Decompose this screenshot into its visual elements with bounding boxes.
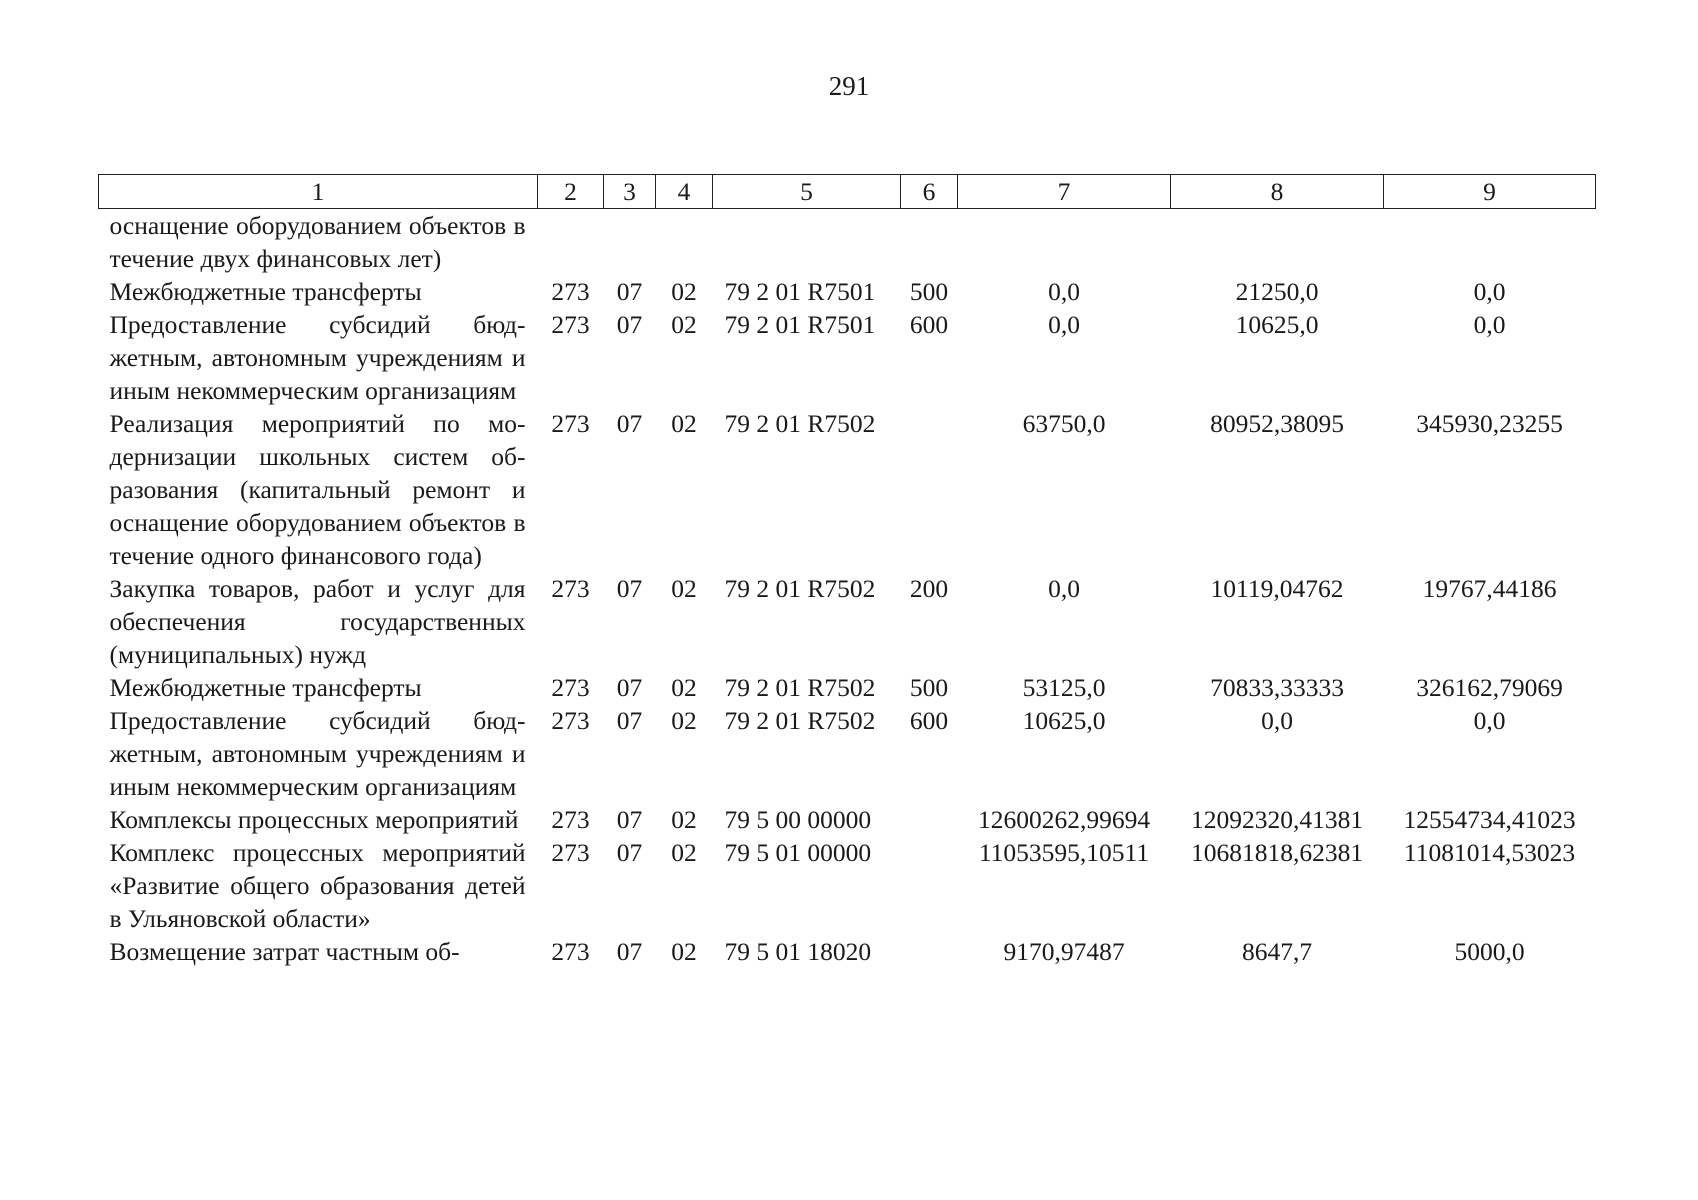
table-row	[99, 209, 1596, 276]
cell-target-article: 79 2 01 R7502	[724, 574, 876, 603]
cell-target-article: 79 2 01 R7502	[724, 409, 876, 438]
row-name: Предоставление субсидий бюджетным, автономным учреждениям и иным некоммерческим организациям	[109, 706, 526, 801]
cell-expense-type	[901, 935, 958, 968]
row-name: Комплексы процессных мероприятий	[109, 805, 519, 834]
cell-amount-col9: 5000,0	[1454, 937, 1525, 966]
cell-section-code: 07	[616, 277, 643, 306]
cell-amount-col9: 11081014,53023	[1403, 838, 1576, 867]
cell-amount-col9: 0,0	[1473, 706, 1506, 735]
row-name: Возмещение затрат частным об-	[109, 937, 460, 966]
table-row	[99, 935, 1596, 968]
cell-subsection-code: 02	[671, 805, 697, 834]
column-header-4: 4	[656, 175, 713, 209]
cell-ministry-code: 273	[551, 409, 590, 438]
cell-subsection-code: 02	[671, 673, 697, 702]
cell-amount-col7: 9170,97487	[1003, 937, 1125, 966]
cell-amount-col7: 12600262,99694	[977, 805, 1151, 834]
cell-section-code: 07	[616, 937, 643, 966]
table-row	[99, 275, 1596, 308]
column-header-7: 7	[958, 175, 1171, 209]
column-header-3: 3	[604, 175, 656, 209]
cell-amount-col8: 70833,33333	[1210, 673, 1344, 702]
column-header-8: 8	[1171, 175, 1384, 209]
cell-amount-col7: 0,0	[1048, 277, 1080, 306]
cell-amount-col7: 63750,0	[1022, 409, 1106, 438]
cell-expense-type	[901, 407, 958, 572]
row-name: Закупка товаров, работ и услуг для обеспечения государственных (муниципальных) нужд	[109, 574, 526, 669]
table-row	[99, 704, 1596, 803]
cell-amount-col8: 0,0	[1261, 706, 1293, 735]
cell-target-article: 79 5 01 00000	[724, 838, 872, 867]
cell-amount-col8: 8647,7	[1241, 937, 1313, 966]
cell-target-article	[713, 209, 901, 276]
cell-expense-type: 600	[909, 310, 949, 339]
table-body	[99, 209, 1596, 969]
cell-amount-col8: 10119,04762	[1210, 574, 1344, 603]
cell-subsection-code: 02	[671, 409, 697, 438]
cell-amount-col9: 0,0	[1473, 277, 1506, 306]
cell-section-code: 07	[616, 310, 643, 339]
cell-amount-col7	[958, 209, 1171, 276]
cell-subsection-code: 02	[671, 838, 697, 867]
cell-amount-col8: 10681818,62381	[1190, 838, 1364, 867]
cell-section-code: 07	[616, 673, 643, 702]
column-header-2: 2	[538, 175, 604, 209]
row-name: Реализация мероприятий по модернизации школьных систем образования (капитальный ремонт и оснащение оборудованием объектов в течение одного финансового года)	[109, 409, 526, 570]
row-name: Комплекс процессных мероприятий «Развитие общего образования детей в Ульяновской области»	[109, 838, 526, 933]
cell-amount-col8	[1171, 209, 1384, 276]
cell-amount-col9: 345930,23255	[1416, 409, 1563, 438]
cell-expense-type	[901, 836, 958, 935]
cell-expense-type: 600	[909, 706, 949, 735]
column-header-5: 5	[713, 175, 901, 209]
column-header-9: 9	[1384, 175, 1596, 209]
table-row	[99, 572, 1596, 671]
cell-ministry-code: 273	[551, 937, 590, 966]
cell-section-code	[604, 209, 656, 276]
cell-target-article: 79 5 00 00000	[724, 805, 872, 834]
table-header	[99, 175, 1596, 209]
table-row	[99, 407, 1596, 572]
cell-amount-col7: 0,0	[1048, 310, 1080, 339]
cell-amount-col9: 19767,44186	[1422, 574, 1557, 603]
cell-amount-col7: 11053595,10511	[978, 838, 1150, 867]
cell-amount-col8: 80952,38095	[1210, 409, 1344, 438]
table-row	[99, 308, 1596, 407]
cell-amount-col9: 0,0	[1473, 310, 1506, 339]
cell-subsection-code: 02	[671, 706, 697, 735]
cell-amount-col7: 10625,0	[1022, 706, 1106, 735]
column-header-6: 6	[901, 175, 958, 209]
table-row	[99, 836, 1596, 935]
row-name: Межбюджетные трансферты	[109, 277, 422, 306]
cell-ministry-code: 273	[551, 310, 590, 339]
cell-subsection-code: 02	[671, 310, 697, 339]
cell-subsection-code: 02	[671, 937, 697, 966]
cell-ministry-code: 273	[551, 706, 590, 735]
column-header-1: 1	[99, 175, 538, 209]
cell-amount-col7: 53125,0	[1022, 673, 1106, 702]
cell-target-article: 79 5 01 18020	[724, 937, 872, 966]
cell-amount-col9: 12554734,41023	[1403, 805, 1576, 834]
cell-expense-type: 500	[909, 277, 949, 306]
cell-ministry-code	[538, 209, 604, 276]
cell-target-article: 79 2 01 R7501	[724, 277, 876, 306]
row-name: Предоставление субсидий бюджетным, автономным учреждениям и иным некоммерческим организациям	[109, 310, 526, 405]
cell-target-article: 79 2 01 R7502	[724, 706, 876, 735]
cell-section-code: 07	[616, 838, 643, 867]
cell-expense-type	[901, 803, 958, 836]
cell-ministry-code: 273	[551, 838, 590, 867]
budget-table	[98, 174, 1596, 968]
cell-ministry-code: 273	[551, 673, 590, 702]
cell-subsection-code	[656, 209, 713, 276]
cell-amount-col9: 326162,79069	[1416, 673, 1563, 702]
cell-expense-type: 500	[909, 673, 949, 702]
cell-subsection-code: 02	[671, 277, 697, 306]
cell-amount-col8: 10625,0	[1235, 310, 1319, 339]
table-row	[99, 671, 1596, 704]
cell-section-code: 07	[616, 805, 643, 834]
cell-section-code: 07	[616, 574, 643, 603]
row-name: оснащение оборудованием объектов в течение двух финансовых лет)	[109, 211, 526, 273]
cell-amount-col7: 0,0	[1048, 574, 1080, 603]
cell-subsection-code: 02	[671, 574, 697, 603]
cell-ministry-code: 273	[551, 574, 590, 603]
cell-target-article: 79 2 01 R7501	[724, 310, 876, 339]
cell-target-article: 79 2 01 R7502	[724, 673, 876, 702]
table-row	[99, 803, 1596, 836]
cell-expense-type: 200	[909, 574, 949, 603]
page-number: 291	[828, 71, 870, 101]
cell-expense-type	[901, 209, 958, 276]
cell-amount-col8: 21250,0	[1235, 277, 1319, 306]
cell-amount-col8: 12092320,41381	[1190, 805, 1364, 834]
cell-section-code: 07	[616, 706, 643, 735]
cell-section-code: 07	[616, 409, 643, 438]
cell-ministry-code: 273	[551, 805, 590, 834]
row-name: Межбюджетные трансферты	[109, 673, 422, 702]
cell-ministry-code: 273	[551, 277, 590, 306]
cell-amount-col9	[1384, 209, 1596, 276]
